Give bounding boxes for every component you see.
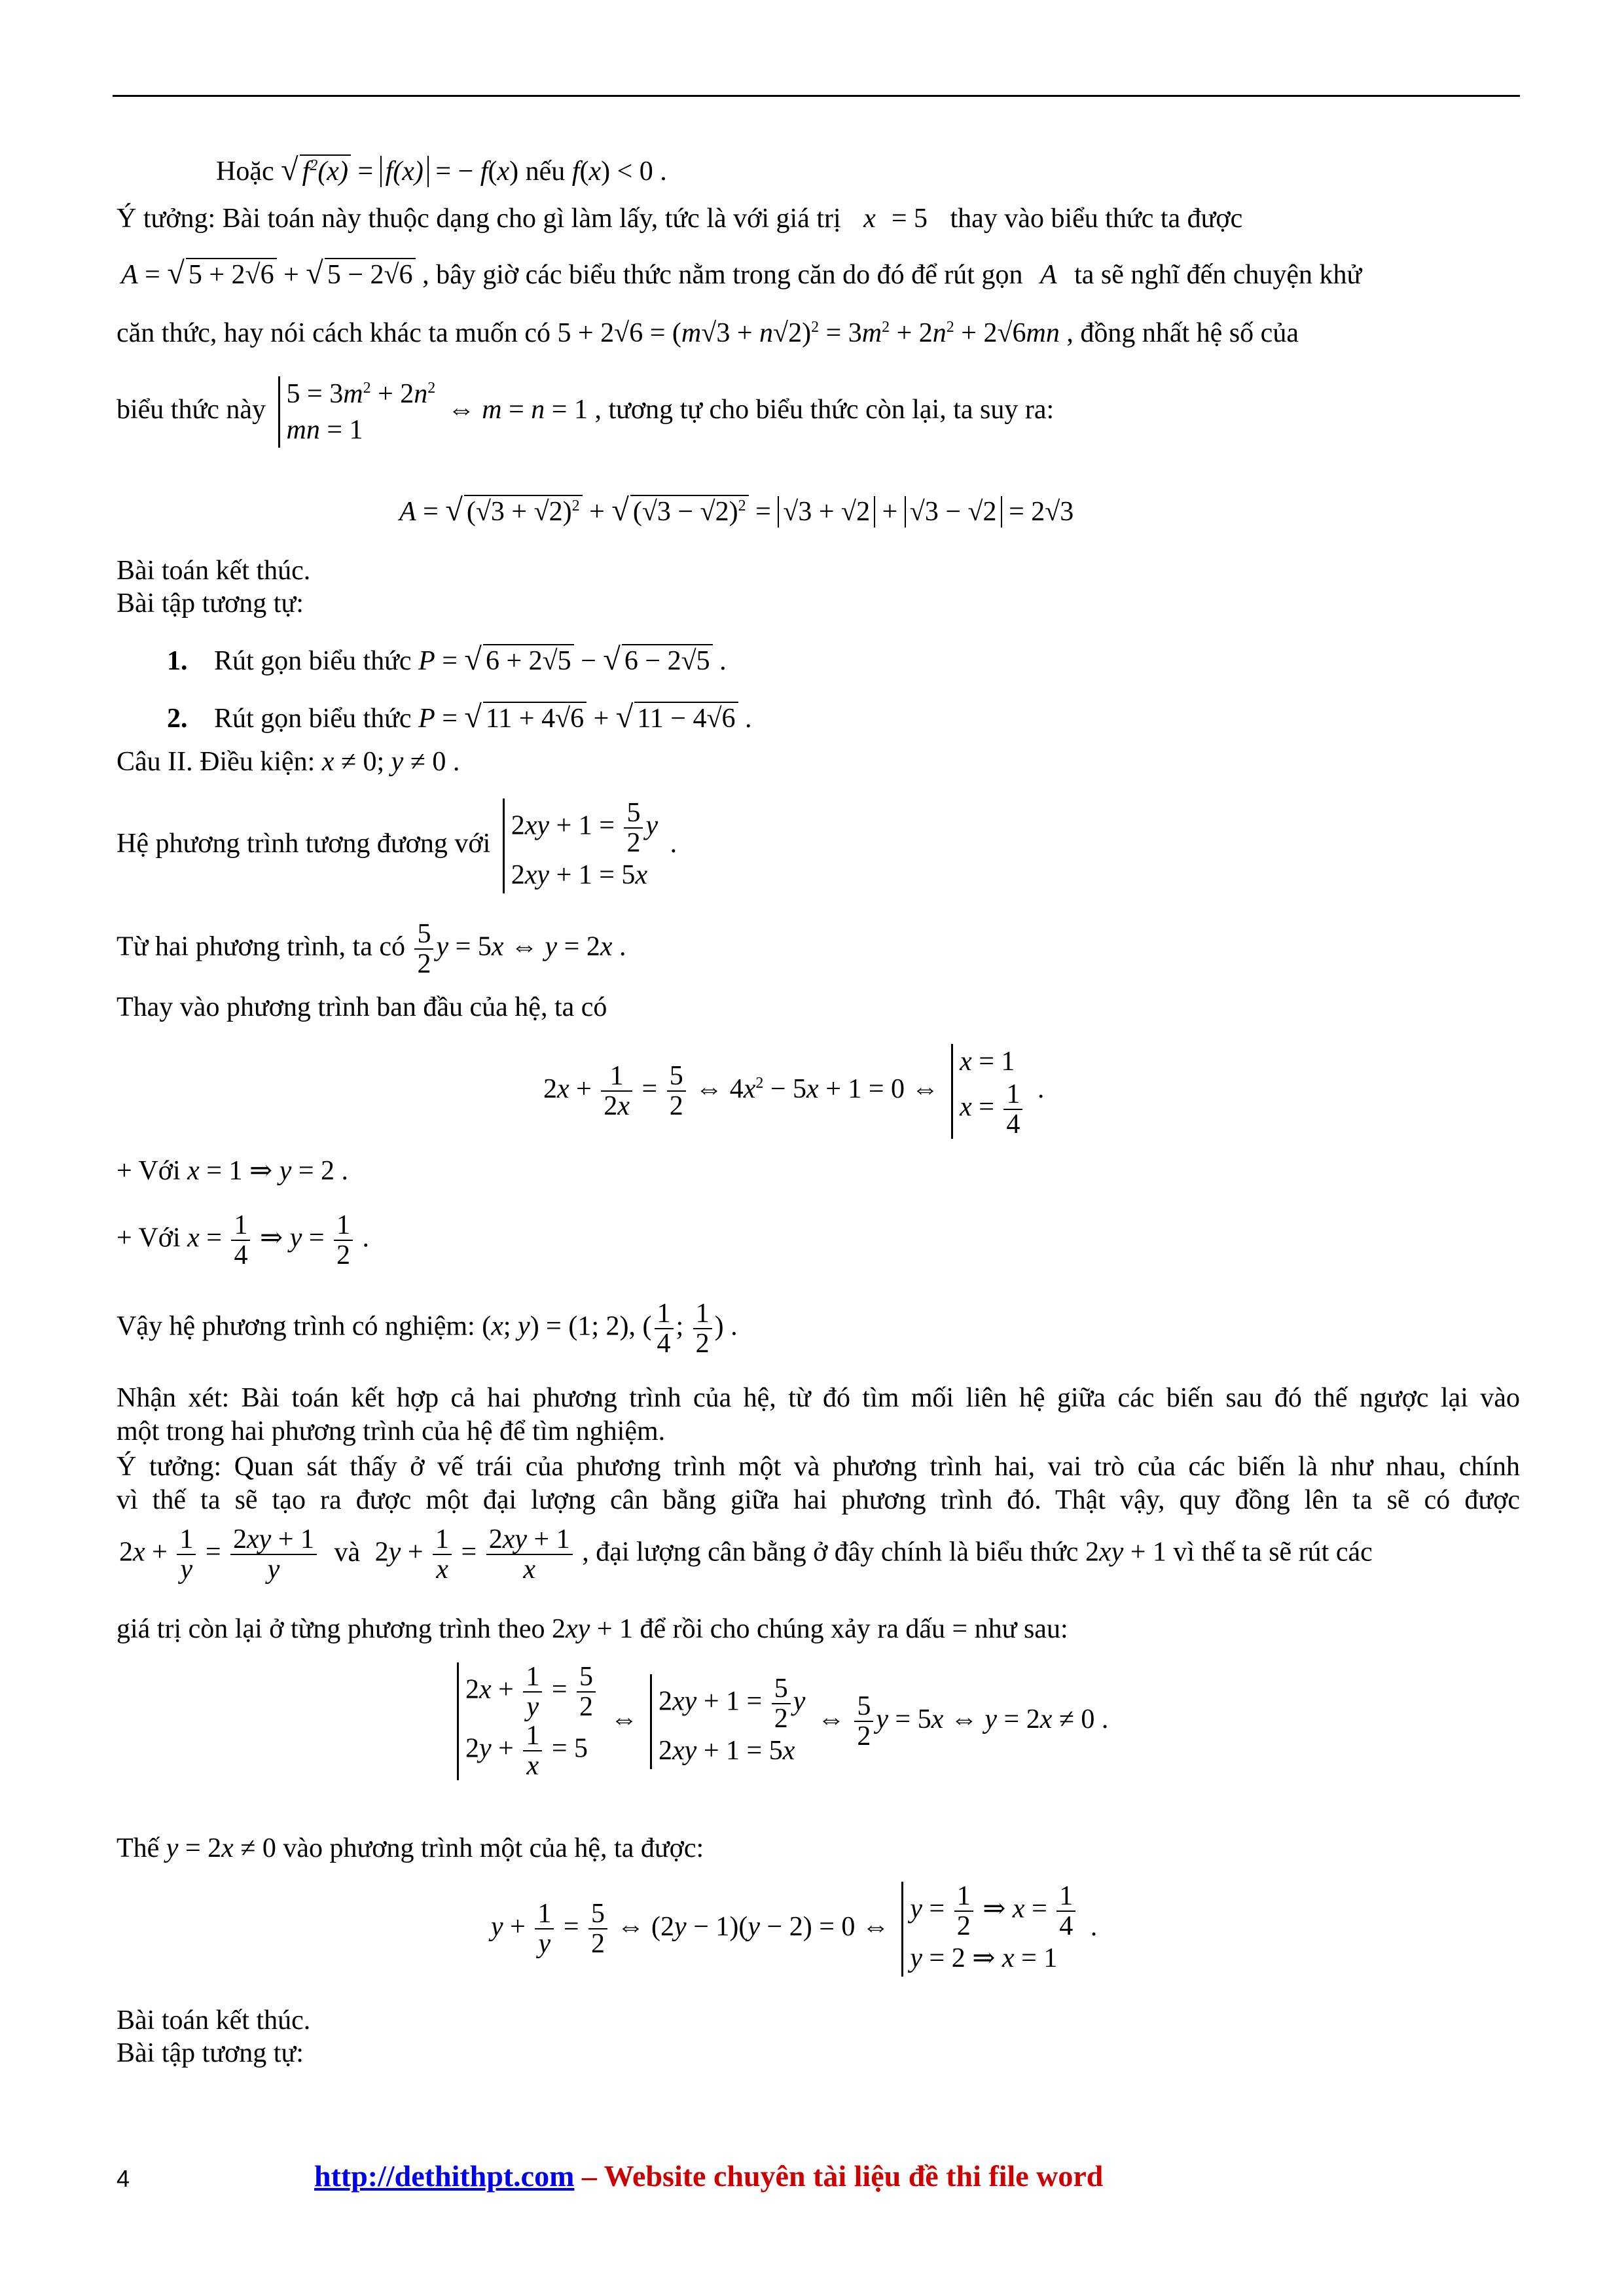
y-tuong2-4-start: giá trị còn lại ở từng phương trình theo [117,1614,545,1644]
y-tuong-text: Ý tưởng: Bài toán này thuộc dạng cho gì làm lấy, tức là với giá trị [117,204,841,234]
exercise-2: 2. Rút gọn biểu thức P = √ 11 + 4√6 + √ 11 − 4√6 . [167,700,752,734]
y-tuong2-2: vì thế ta sẽ tạo ra được một đại lượng cân bằng giữa hai phương trình đó. Thật vậy, quy đồng lên ta sẽ có được [117,1485,1520,1515]
formula-system-chain: 2x + $\frac{1}{y}$ = $\frac{5}{2}$ 2y + $\frac{1}{x}$ = 5 ⇔ 2xy + 1 = $\frac{5}{2}$ y 2xy + 1 = 5x ⇔ $\frac{5}{2}$ y = 5x ⇔ y = 2x ≠ 0 . [452,1662,1108,1780]
tu-hai-pt: Từ hai phương trình, ta có $\frac{5}{2}$ y = 5x ⇔ y = 2x . [117,919,626,980]
bieu-thuc-nay-text: biểu thức này [117,395,266,425]
line-hoac: Hoặc √ $f^2(x) = f(x)$ = − f(x) nếu f(x) < 0 . [216,152,667,187]
line-can-thuc: căn thức, hay nói cách khác ta muốn có $5 + 2√6 = (m√3 + n√2)^2 = 3m^2 + 2n^2 + 2√6mn$ , đồng nhất hệ số của [117,318,1299,348]
y-tuong2-3: 2x + $\frac{1}{y}$ = $\frac{2xy + 1}{y}$ và 2y + $\frac{1}{x}$ = $\frac{2xy + 1}{x}$ , đại lượng cân bằng ở đây chính là biểu thức 2xy + 1 vì thế ta sẽ rút các [119,1524,1373,1585]
he-pt-text: Hệ phương trình tương đương với [117,829,491,859]
neu-text: nếu [525,156,566,187]
can-thuc-start: căn thức, hay nói cách khác ta muốn có [117,318,550,348]
voi1-text: + Với [117,1156,181,1186]
ex2-number: 2. [167,704,188,734]
footer [314,2159,1103,2193]
line-a-expression: A = √ 5 + 2√6 + √ 5 − 2√6 , bây giờ các biểu thức nằm trong căn do đó để rút gọn A ta sẽ nghĩ đến chuyện khử [121,256,1362,291]
line-y-tuong: Ý tưởng: Bài toán này thuộc dạng cho gì làm lấy, tức là với giá trị x = 5 thay vào biểu thức ta được [117,204,1243,234]
ex1-text: Rút gọn biểu thức [214,646,412,676]
header-rule [113,95,1520,97]
voi-x-1: + Với x = 1 ⇒ y = 2 . [117,1156,349,1186]
y-tuong2-1: Ý tưởng: Quan sát thấy ở vế trái của phương trình một và phương trình hai, vai trò của các biến là như nhau, chính [117,1452,1520,1482]
exercise-1: 1. Rút gọn biểu thức P = √ 6 + 2√5 − √ 6 − 2√5 . [167,642,727,677]
the-y-text: Thế [117,1833,160,1863]
formula-a-result: A = √ $(√3 + √2)^2$ + √ $(√3 - √2)^2 = √3 + √2 + √3 - √2 = 2√3$ [399,493,1074,528]
a-expr-end: ta sẽ nghĩ đến chuyện khử [1074,260,1362,290]
y-tuong2-4-end: như sau: [974,1614,1068,1644]
bai-tap-2: Bài tập tương tự: [117,2038,304,2068]
thay-vao: Thay vào phương trình ban đầu của hệ, ta có [117,992,607,1022]
y-tuong2-4: giá trị còn lại ở từng phương trình theo 2xy + 1 để rồi cho chúng xảy ra dấu = như sau: [117,1614,1068,1644]
nhan-xet-1: Nhận xét: Bài toán kết hợp cả hai phương trình của hệ, từ đó tìm mối liên hệ giữa các biến sau đó thế ngược lại vào [117,1383,1520,1413]
ket-thuc-1: Bài toán kết thúc. [117,556,311,586]
page-number: 4 [117,2165,130,2192]
hoac-text: Hoặc [216,156,274,187]
formula-y-roots: y + $\frac{1}{y}$ = $\frac{5}{2}$ ⇔ (2y − 1)(y − 2) = 0 ⇔ y = $\frac{1}{2}$ ⇒ x = $\frac{1}{4}$ y = 2 ⇒ x = 1 . [491,1882,1097,1977]
the-y-end: vào phương trình một của hệ, ta được: [283,1833,704,1863]
bai-tap-1: Bài tập tương tự: [117,588,304,619]
system-3: 2xy + 1 = $\frac{5}{2}$ y 2xy + 1 = 5x [650,1674,805,1769]
cau-ii: Câu II. Điều kiện: x ≠ 0; y ≠ 0 . [117,747,460,777]
a-expr-mid: , bây giờ các biểu thức nằm trong căn do đó để rút gọn [422,260,1023,290]
nhan-xet-2: một trong hai phương trình của hệ để tìm nghiệm. [117,1416,666,1446]
can-thuc-end: , đồng nhất hệ số của [1066,318,1299,348]
voi-x-quarter: + Với x = $\frac{1}{4}$ ⇒ y = $\frac{1}{2}$ . [117,1210,370,1271]
footer-link[interactable]: http://dethithpt.com [314,2159,575,2193]
system-2: 2x + $\frac{1}{y}$ = $\frac{5}{2}$ 2y + $\frac{1}{x}$ = 5 [457,1662,598,1780]
system-x-roots: x = 1 x = $\frac{1}{4}$ [951,1044,1025,1139]
ex1-number: 1. [167,646,188,676]
system-1: 2xy + 1 = $\frac{5}{2}$ y 2xy + 1 = 5x [503,798,658,893]
y-tuong2-4-mid: để rồi cho chúng xảy ra dấu [640,1614,945,1644]
ket-thuc-2: Bài toán kết thúc. [117,2005,311,2036]
cau-ii-text: Câu II. Điều kiện: [117,747,316,777]
y-tuong2-3-tail: vì thế ta sẽ rút các [1173,1537,1373,1568]
va-text: và [334,1537,361,1568]
system-y-roots: y = $\frac{1}{2}$ ⇒ x = $\frac{1}{4}$ y = 2 ⇒ x = 1 [901,1882,1078,1977]
vay-he-text: Vậy hệ phương trình có nghiệm: [117,1311,475,1342]
tu-hai-text: Từ hai phương trình, ta có [117,931,405,962]
voi2-text: + Với [117,1223,181,1253]
vay-he: Vậy hệ phương trình có nghiệm: (x; y) = (1; 2), ( $\frac{1}{4}$ ; $\frac{1}{2}$ ) . [117,1299,738,1359]
bieu-thuc-nay-end: , tương tự cho biểu thức còn lại, ta suy ra: [594,395,1055,425]
system-mn: $5 = 3m^2 + 2n^2$ mn = 1 [278,376,436,448]
line-bieu-thuc-nay: biểu thức này $5 = 3m^2 + 2n^2$ mn = 1 ⇔ m = n = 1 , tương tự cho biểu thức còn lại, ta suy ra: [117,376,1054,448]
y-tuong-end: thay vào biểu thức ta được [950,204,1243,234]
the-y: Thế y = 2x ≠ 0 vào phương trình một của hệ, ta được: [117,1833,704,1863]
ex2-text: Rút gọn biểu thức [214,704,412,734]
y-tuong2-3-end: , đại lượng cân bằng ở đây chính là biểu thức [582,1537,1079,1568]
he-pt-tuong-duong: Hệ phương trình tương đương với 2xy + 1 = $\frac{5}{2}$ y 2xy + 1 = 5x . [117,798,677,893]
formula-quadratic: 2x + $\frac{1}{2x}$ = $\frac{5}{2}$ ⇔ $4x^2 - 5x + 1 = 0$ ⇔ x = 1 x = $\frac{1}{4}$ . [543,1044,1044,1139]
footer-tagline: – Website chuyên tài liệu đề thi file word [574,2159,1104,2193]
